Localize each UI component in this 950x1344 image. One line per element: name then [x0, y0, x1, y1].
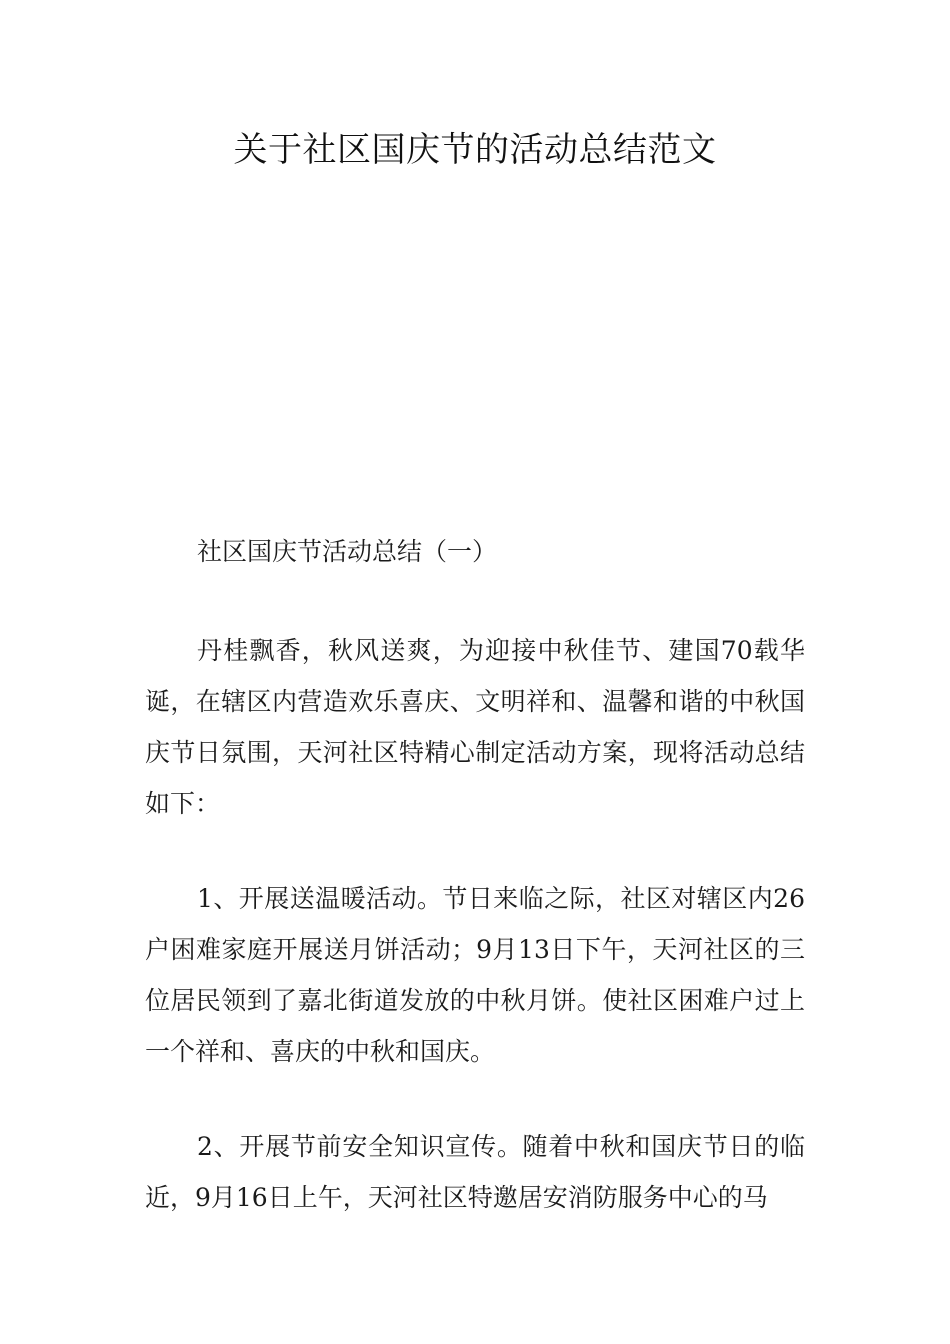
document-title: 关于社区国庆节的活动总结范文	[233, 130, 717, 170]
paragraph-item-2: 2、开展节前安全知识宣传。随着中秋和国庆节日的临近，9月16日上午，天河社区特邀居安消防服务中心的马	[145, 1132, 805, 1212]
paragraph-item-1: 1、开展送温暖活动。节日来临之际，社区对辖区内26户困难家庭开展送月饼活动；9月13日下午，天河社区的三位居民领到了嘉北街道发放的中秋月饼。使社区困难户过上一个祥和、喜庆的中秋和国庆。	[145, 884, 805, 1066]
section-heading: 社区国庆节活动总结（一）	[197, 537, 498, 566]
paragraph-intro: 丹桂飘香，秋风送爽，为迎接中秋佳节、建国70载华诞，在辖区内营造欢乐喜庆、文明祥和、温馨和谐的中秋国庆节日氛围，天河社区特精心制定活动方案，现将活动总结如下：	[145, 636, 805, 818]
